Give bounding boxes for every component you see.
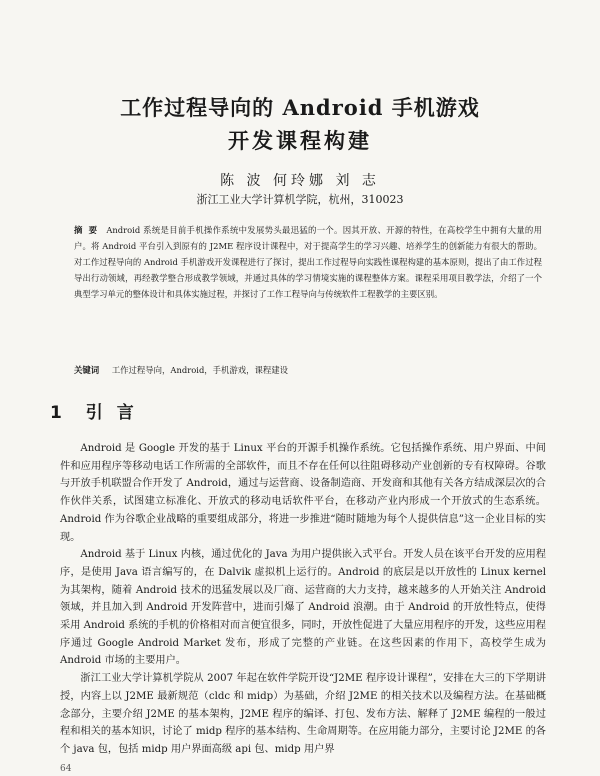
abstract-text: Android 系统是目前手机操作系统中发展势头最迅猛的一个。因其开放、开源的特性，在高校学生中拥有大量的用户。将 Android 平台引入到原有的 J2ME 程序设计课程中，对于提高学生的学习兴趣、培养学生的创新能力有很大的帮助。对工作过程导向的 Android 手机游戏开发课程进行了探讨，提出工作过程导向实践性课程构建的基本原则，提出了由工作过程导出行动领域，再经教学整合形成教学领域，并通过具体的学习情境实施的课程整体方案。课程采用项目教学法，介绍了一个典型学习单元的整体设计和具体实施过程，并探讨了工作工程导向与传统软件工程教学的主要区别。 bbox=[74, 225, 542, 299]
abstract bbox=[74, 222, 542, 302]
author-list: 陈 波 何玲娜 刘 志 bbox=[220, 173, 380, 189]
keywords bbox=[74, 364, 542, 376]
page-number: 64 bbox=[60, 764, 72, 774]
keywords-label: 关键词 bbox=[74, 365, 100, 375]
section-heading bbox=[50, 398, 148, 423]
keywords-text: 工作过程导向，Android，手机游戏，课程建设 bbox=[111, 365, 289, 375]
paper-title-line-1: 工作过程导向的 Android 手机游戏 bbox=[120, 95, 480, 120]
section-title: 引言 bbox=[85, 403, 148, 423]
body-paragraph: 浙江工业大学计算机学院从 2007 年起在软件学院开设“J2ME 程序设计课程”，安排在大三的下学期讲授，内容上以 J2ME 最新规范（cldc 和 midp）为基础，介绍 J2ME 的相关技术以及编程方法。在基础概念部分，主要介绍 J2ME 的基本架构，J2ME 程序的编译、打包、发布方法、解释了 J2ME 编程的一般过程和相关的基本知识，讨论了 midp 程序的基本结构、生命周期等。在应用能力部分，主要讨论 J2ME 的各个 java 包，包括 midp 用户界面高级 api 包、midp 用户界 bbox=[60, 673, 546, 755]
body-paragraph: Android 是 Google 开发的基于 Linux 平台的开源手机操作系统。它包括操作系统、用户界面、中间件和应用程序等移动电话工作所需的全部软件，而且不存在任何以往阻碍移动产业创新的专有权障碍。谷歌与开放手机联盟合作开发了 Android，通过与运营商、设备制造商、开发商和其他有关各方结成深层次的合作伙伴关系，试图建立标准化、开放式的移动电话软件平台，在移动产业内形成一个开放式的生态系统。Android 作为谷歌企业战略的重要组成部分，将进一步推进“随时随地为每个人提供信息”这一企业目标的实现。 bbox=[60, 443, 546, 543]
body-text bbox=[60, 440, 546, 759]
abstract-label: 摘要 bbox=[74, 225, 104, 235]
body-paragraph: Android 基于 Linux 内核，通过优化的 Java 为用户提供嵌入式平台。开发人员在该平台开发的应用程序，是使用 Java 语言编写的，在 Dalvik 虚拟机上运行的。Android 的底层是以开放性的 Linux kernel 为其架构，随着 Android 技术的迅猛发展以及厂商、运营商的大力支持，越来越多的人开始关注 Android 领域，并且加入到 Android 开发阵营中，进而引爆了 Android 浪潮。由于 Android 的开放性特点，使得采用 Android 系统的手机的价格相对而言便宜很多，同时，开放性促进了大量应用程序的开发，这些应用程序通过 Google Android Market 发布，形成了完整的产业链。在这些因素的作用下，高校学生成为 Android 市场的主要用户。 bbox=[60, 549, 546, 667]
author-affiliation: 浙江工业大学计算机学院，杭州，310023 bbox=[196, 193, 404, 206]
section-number: 1 bbox=[50, 403, 62, 423]
paper-title-line-2: 开发课程构建 bbox=[228, 128, 372, 153]
